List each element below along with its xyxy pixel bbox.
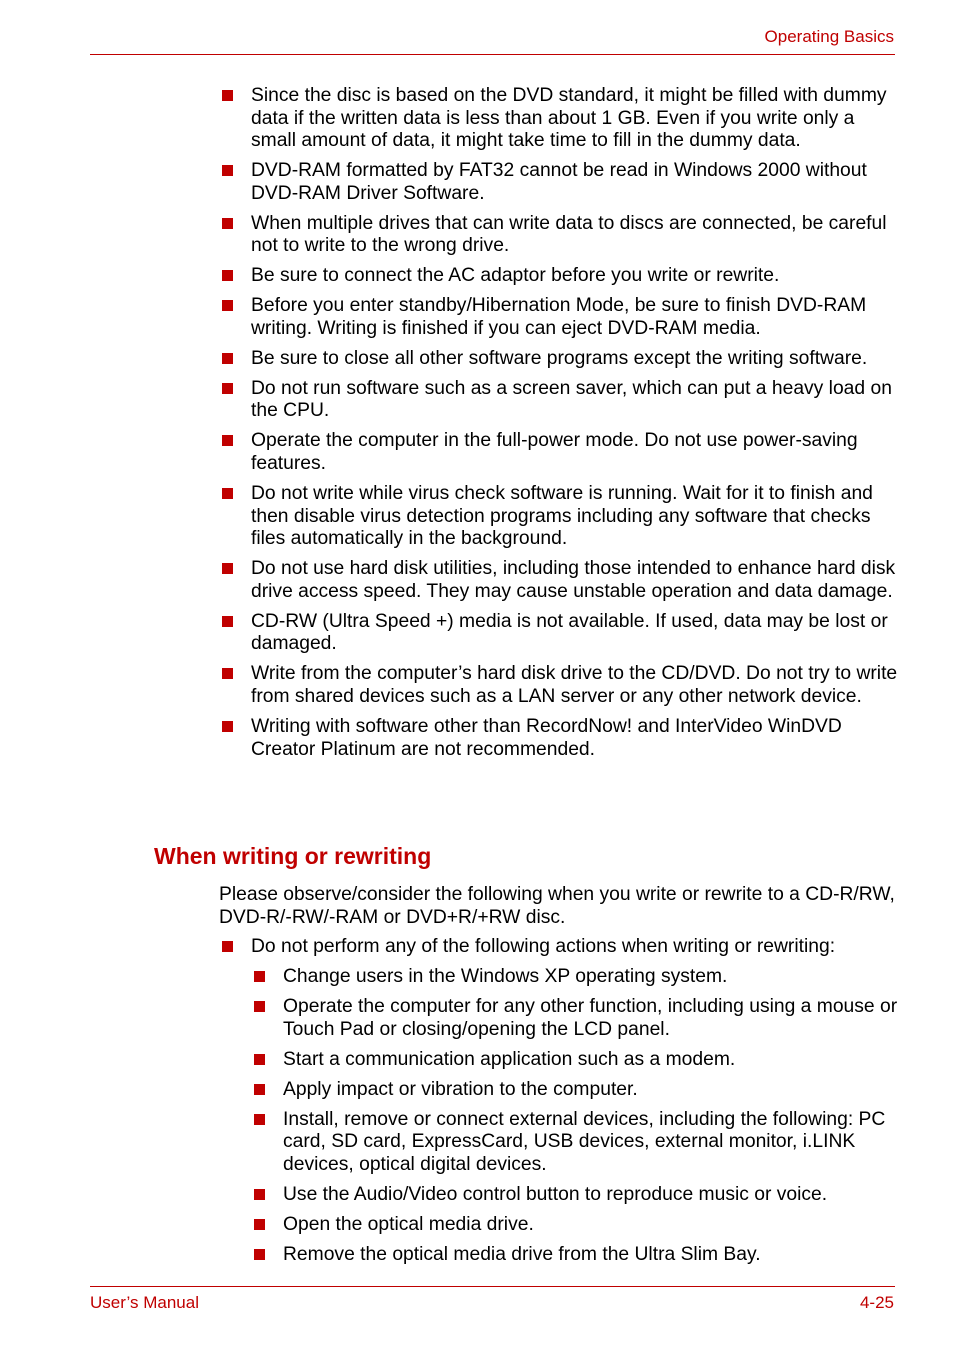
list-item-text: Write from the computer’s hard disk drive to the CD/DVD. Do not try to write from shared devices such as a LAN server or any other network device. <box>251 663 898 707</box>
list-item <box>219 558 899 603</box>
list-item-text: Do not perform any of the following actions when writing or rewriting: <box>251 936 836 957</box>
list-item-text: When multiple drives that can write data to discs are connected, be careful not to write to the wrong drive. <box>251 212 887 257</box>
square-bullet-icon <box>254 1249 265 1260</box>
footer-manual-title: User’s Manual <box>90 1293 199 1312</box>
sub-list-item <box>251 1079 899 1102</box>
page-number: 4-25 <box>859 1293 894 1312</box>
list-item <box>219 663 899 708</box>
list-item <box>219 348 899 371</box>
precautions-list <box>219 85 899 769</box>
sub-list-item-text: Open the optical media drive. <box>283 1213 534 1235</box>
section-intro: Please observe/consider the following when you write or rewrite to a CD-R/RW, DVD-R/-RW/-RAM or DVD+R/+RW disc. <box>219 884 895 928</box>
sub-list-item-text: Start a communication application such as a modem. <box>283 1048 736 1070</box>
list-item <box>219 430 899 475</box>
sub-list-item <box>251 1184 899 1207</box>
square-bullet-icon <box>254 1054 265 1065</box>
list-item-text: Be sure to close all other software programs except the writing software. <box>251 347 868 369</box>
list-item-text: Do not write while virus check software is running. Wait for it to finish and then disable virus detection programs including any software that checks files automatically in the background. <box>251 483 873 550</box>
list-item <box>219 936 899 1266</box>
square-bullet-icon <box>222 616 233 627</box>
list-item <box>219 611 899 656</box>
list-item-text: Do not run software such as a screen saver, which can put a heavy load on the CPU. <box>251 377 892 422</box>
sub-list-item <box>251 996 899 1041</box>
square-bullet-icon <box>254 1189 265 1200</box>
square-bullet-icon <box>222 941 233 952</box>
list-item <box>219 378 899 423</box>
square-bullet-icon <box>254 1219 265 1230</box>
list-item <box>219 85 899 153</box>
footer-rule <box>90 1286 895 1287</box>
list-item-text: Writing with software other than RecordNow! and InterVideo WinDVD Creator Platinum are not recommended. <box>251 715 842 760</box>
square-bullet-icon <box>254 971 265 982</box>
square-bullet-icon <box>254 1084 265 1095</box>
square-bullet-icon <box>222 435 233 446</box>
header-rule <box>90 54 895 55</box>
sub-list-item-text: Install, remove or connect external devices, including the following: PC card, SD card, ExpressCard, USB devices, external monitor, i.LINK devices, optical digital devices. <box>283 1108 886 1175</box>
square-bullet-icon <box>222 383 233 394</box>
square-bullet-icon <box>222 721 233 732</box>
square-bullet-icon <box>222 353 233 364</box>
sub-list-item <box>251 1214 899 1237</box>
writing-actions-list <box>219 936 899 1274</box>
sub-list-item-text: Operate the computer for any other function, including using a mouse or Touch Pad or closing/opening the LCD panel. <box>283 995 898 1040</box>
list-item-text: Since the disc is based on the DVD standard, it might be filled with dummy data if the written data is less than about 1 GB. Even if you write only a small amount of data, it might take time to fill in the dummy data. <box>251 85 887 152</box>
list-item-text: Before you enter standby/Hibernation Mode, be sure to finish DVD-RAM writing. Writing is finished if you can eject DVD-RAM media. <box>251 295 867 339</box>
square-bullet-icon <box>222 668 233 679</box>
list-item-text: Operate the computer in the full-power mode. Do not use power-saving features. <box>251 430 858 475</box>
sub-list-item-text: Apply impact or vibration to the computer. <box>283 1078 638 1100</box>
section-heading: When writing or rewriting <box>154 843 432 869</box>
square-bullet-icon <box>254 1114 265 1125</box>
sub-list-item <box>251 1049 899 1072</box>
sub-list-item-text: Change users in the Windows XP operating system. <box>283 965 728 987</box>
sub-list <box>251 966 899 1266</box>
list-item <box>219 295 899 340</box>
square-bullet-icon <box>222 300 233 311</box>
sub-list-item-text: Use the Audio/Video control button to reproduce music or voice. <box>283 1183 828 1205</box>
list-item <box>219 160 899 205</box>
square-bullet-icon <box>222 563 233 574</box>
list-item-text: CD-RW (Ultra Speed +) media is not available. If used, data may be lost or damaged. <box>251 610 888 655</box>
list-item-text: DVD-RAM formatted by FAT32 cannot be read in Windows 2000 without DVD-RAM Driver Software. <box>251 160 867 204</box>
list-item-text: Do not use hard disk utilities, including those intended to enhance hard disk drive access speed. They may cause unstable operation and data damage. <box>251 558 896 602</box>
square-bullet-icon <box>222 165 233 176</box>
square-bullet-icon <box>222 218 233 229</box>
list-item <box>219 213 899 258</box>
list-item <box>219 483 899 551</box>
list-item-text: Be sure to connect the AC adaptor before you write or rewrite. <box>251 265 780 287</box>
list-item <box>219 716 899 761</box>
sub-list-item-text: Remove the optical media drive from the Ultra Slim Bay. <box>283 1243 761 1265</box>
list-item <box>219 265 899 288</box>
square-bullet-icon <box>222 270 233 281</box>
square-bullet-icon <box>254 1001 265 1012</box>
sub-list-item <box>251 1109 899 1177</box>
sub-list-item <box>251 966 899 989</box>
square-bullet-icon <box>222 488 233 499</box>
square-bullet-icon <box>222 90 233 101</box>
running-header: Operating Basics <box>764 27 894 46</box>
sub-list-item <box>251 1244 899 1267</box>
